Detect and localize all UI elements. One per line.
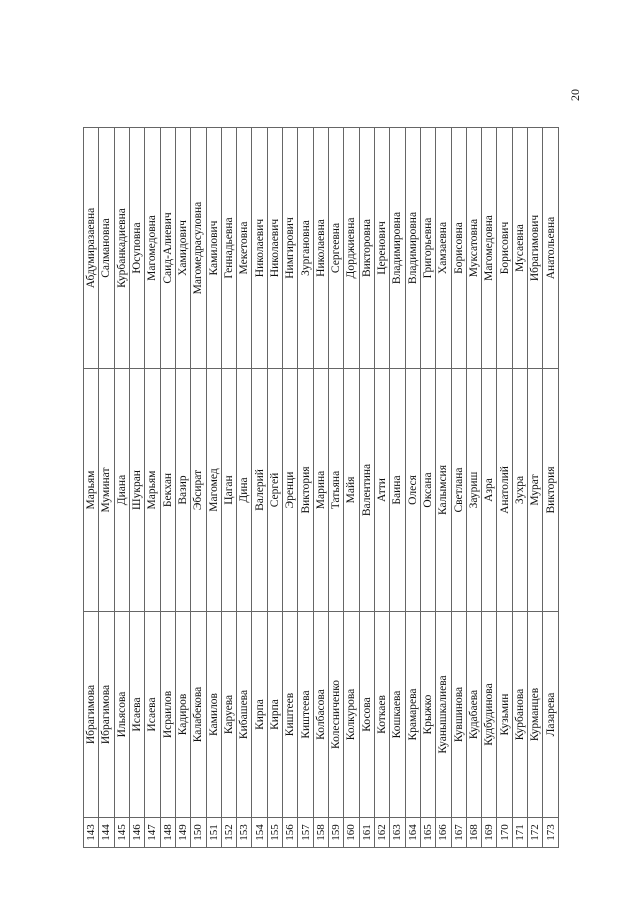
patronymic-cell: Магомедовна: [482, 128, 497, 369]
table-row: [359, 128, 374, 848]
first-name-cell: Калымсия: [436, 369, 451, 612]
table-row: [206, 128, 221, 848]
patronymic-cell: Хамзаевна: [436, 128, 451, 369]
table-row: [129, 128, 144, 848]
surname-cell: Крамарева: [405, 612, 420, 818]
first-name-cell: Светлана: [451, 369, 466, 612]
patronymic-cell: Хамидович: [175, 128, 190, 369]
patronymic-cell: Викторовна: [359, 128, 374, 369]
table-row: [466, 128, 481, 848]
patronymic-cell: Григорьевна: [420, 128, 435, 369]
first-name-cell: Марьям: [145, 369, 160, 612]
surname-cell: Калабекова: [191, 612, 206, 818]
surname-cell: Кибашева: [237, 612, 252, 818]
patronymic-cell: Геннадьевна: [221, 128, 236, 369]
surname-cell: Кудабаева: [466, 612, 481, 818]
table-row: [313, 128, 328, 848]
surname-cell: Ибрагимова: [84, 612, 99, 818]
table-row: [528, 128, 543, 848]
table-row: [237, 128, 252, 848]
page-number: 20: [568, 89, 582, 101]
patronymic-cell: Магомедовна: [145, 128, 160, 369]
names-table: [83, 127, 559, 848]
patronymic-cell: Николаевич: [252, 128, 267, 369]
table-row: [267, 128, 282, 848]
table-row: [145, 128, 160, 848]
row-number-cell: 146: [129, 818, 144, 848]
surname-cell: Исаева: [129, 612, 144, 818]
surname-cell: Кошкаева: [390, 612, 405, 818]
surname-cell: Киштеева: [298, 612, 313, 818]
first-name-cell: Оксана: [420, 369, 435, 612]
table-row: [329, 128, 344, 848]
table-row: [374, 128, 389, 848]
table-row: [451, 128, 466, 848]
row-number-cell: 171: [512, 818, 527, 848]
surname-cell: Ильясова: [114, 612, 129, 818]
row-number-cell: 173: [543, 818, 558, 848]
first-name-cell: Анатолий: [497, 369, 512, 612]
first-name-cell: Атти: [374, 369, 389, 612]
table-row: [344, 128, 359, 848]
surname-cell: Кирпа: [252, 612, 267, 818]
first-name-cell: Мурат: [528, 369, 543, 612]
patronymic-cell: Юсуповна: [129, 128, 144, 369]
first-name-cell: Баина: [390, 369, 405, 612]
first-name-cell: Марьям: [84, 369, 99, 612]
patronymic-cell: Церенович: [374, 128, 389, 369]
table-row: [298, 128, 313, 848]
surname-cell: Кузьмин: [497, 612, 512, 818]
first-name-cell: Вазир: [175, 369, 190, 612]
first-name-cell: Сергей: [267, 369, 282, 612]
row-number-cell: 156: [283, 818, 298, 848]
surname-cell: Коткаев: [374, 612, 389, 818]
patronymic-cell: Мусаевна: [512, 128, 527, 369]
first-name-cell: Валентина: [359, 369, 374, 612]
first-name-cell: Майя: [344, 369, 359, 612]
first-name-cell: Диана: [114, 369, 129, 612]
surname-cell: Кувшинова: [451, 612, 466, 818]
first-name-cell: Виктория: [298, 369, 313, 612]
table-row: [482, 128, 497, 848]
row-number-cell: 158: [313, 818, 328, 848]
first-name-cell: Зауриш: [466, 369, 481, 612]
first-name-cell: Виктория: [543, 369, 558, 612]
row-number-cell: 163: [390, 818, 405, 848]
row-number-cell: 168: [466, 818, 481, 848]
row-number-cell: 155: [267, 818, 282, 848]
surname-cell: Крыжко: [420, 612, 435, 818]
table-row: [543, 128, 558, 848]
table-row: [84, 128, 99, 848]
row-number-cell: 167: [451, 818, 466, 848]
first-name-cell: Олеся: [405, 369, 420, 612]
row-number-cell: 144: [99, 818, 114, 848]
first-name-cell: Татьяна: [329, 369, 344, 612]
table-row: [390, 128, 405, 848]
first-name-cell: Бекхан: [160, 369, 175, 612]
table-row: [512, 128, 527, 848]
surname-cell: Камилов: [206, 612, 221, 818]
row-number-cell: 152: [221, 818, 236, 848]
table-row: [405, 128, 420, 848]
patronymic-cell: Курбанкадиевна: [114, 128, 129, 369]
row-number-cell: 143: [84, 818, 99, 848]
first-name-cell: Шукран: [129, 369, 144, 612]
first-name-cell: Эренци: [283, 369, 298, 612]
table-row: [252, 128, 267, 848]
table-row: [175, 128, 190, 848]
first-name-cell: Зухра: [512, 369, 527, 612]
surname-cell: Киштеев: [283, 612, 298, 818]
patronymic-cell: Владимировна: [390, 128, 405, 369]
first-name-cell: Магомед: [206, 369, 221, 612]
patronymic-cell: Борисович: [497, 128, 512, 369]
patronymic-cell: Салмановна: [99, 128, 114, 369]
table-row: [191, 128, 206, 848]
row-number-cell: 145: [114, 818, 129, 848]
row-number-cell: 157: [298, 818, 313, 848]
patronymic-cell: Мекетовна: [237, 128, 252, 369]
first-name-cell: Цаган: [221, 369, 236, 612]
patronymic-cell: Николаевич: [267, 128, 282, 369]
row-number-cell: 161: [359, 818, 374, 848]
surname-cell: Кудбудинова: [482, 612, 497, 818]
row-number-cell: 160: [344, 818, 359, 848]
row-number-cell: 170: [497, 818, 512, 848]
surname-cell: Каруева: [221, 612, 236, 818]
table-row: [497, 128, 512, 848]
first-name-cell: Эбсират: [191, 369, 206, 612]
surname-cell: Курбанова: [512, 612, 527, 818]
surname-cell: Лазарева: [543, 612, 558, 818]
surname-cell: Исраилов: [160, 612, 175, 818]
patronymic-cell: Зургановна: [298, 128, 313, 369]
table-row: [99, 128, 114, 848]
rotated-table-wrapper: [83, 128, 558, 848]
patronymic-cell: Сергеевна: [329, 128, 344, 369]
patronymic-cell: Дорджиевна: [344, 128, 359, 369]
first-name-cell: Азра: [482, 369, 497, 612]
table-row: [436, 128, 451, 848]
row-number-cell: 164: [405, 818, 420, 848]
surname-cell: Колбасова: [313, 612, 328, 818]
patronymic-cell: Камилович: [206, 128, 221, 369]
surname-cell: Кадиров: [175, 612, 190, 818]
patronymic-cell: Анатольевна: [543, 128, 558, 369]
row-number-cell: 166: [436, 818, 451, 848]
surname-cell: Исаева: [145, 612, 160, 818]
surname-cell: Курманцев: [528, 612, 543, 818]
surname-cell: Колкурова: [344, 612, 359, 818]
row-number-cell: 159: [329, 818, 344, 848]
patronymic-cell: Борисовна: [451, 128, 466, 369]
surname-cell: Кирпа: [267, 612, 282, 818]
table-row: [221, 128, 236, 848]
row-number-cell: 151: [206, 818, 221, 848]
row-number-cell: 147: [145, 818, 160, 848]
row-number-cell: 165: [420, 818, 435, 848]
patronymic-cell: Мукса​товна: [466, 128, 481, 369]
table-row: [283, 128, 298, 848]
row-number-cell: 162: [374, 818, 389, 848]
patronymic-cell: Владимировна: [405, 128, 420, 369]
patronymic-cell: Ибрагимович: [528, 128, 543, 369]
surname-cell: Колесниченко: [329, 612, 344, 818]
table-row: [420, 128, 435, 848]
patronymic-cell: Нимгирович: [283, 128, 298, 369]
surname-cell: Ибрагимова: [99, 612, 114, 818]
row-number-cell: 169: [482, 818, 497, 848]
row-number-cell: 148: [160, 818, 175, 848]
patronymic-cell: Саид-Алиевич: [160, 128, 175, 369]
patronymic-cell: Николаевна: [313, 128, 328, 369]
table-row: [160, 128, 175, 848]
first-name-cell: Марина: [313, 369, 328, 612]
patronymic-cell: Магомедрасуловна: [191, 128, 206, 369]
first-name-cell: Дина: [237, 369, 252, 612]
row-number-cell: 153: [237, 818, 252, 848]
first-name-cell: Валерий: [252, 369, 267, 612]
patronymic-cell: Абдумиразаевна: [84, 128, 99, 369]
names-table-body: [84, 128, 559, 848]
table-row: [114, 128, 129, 848]
row-number-cell: 149: [175, 818, 190, 848]
surname-cell: Куанышкалиева: [436, 612, 451, 818]
surname-cell: Косова: [359, 612, 374, 818]
row-number-cell: 150: [191, 818, 206, 848]
row-number-cell: 172: [528, 818, 543, 848]
first-name-cell: Муминат: [99, 369, 114, 612]
row-number-cell: 154: [252, 818, 267, 848]
